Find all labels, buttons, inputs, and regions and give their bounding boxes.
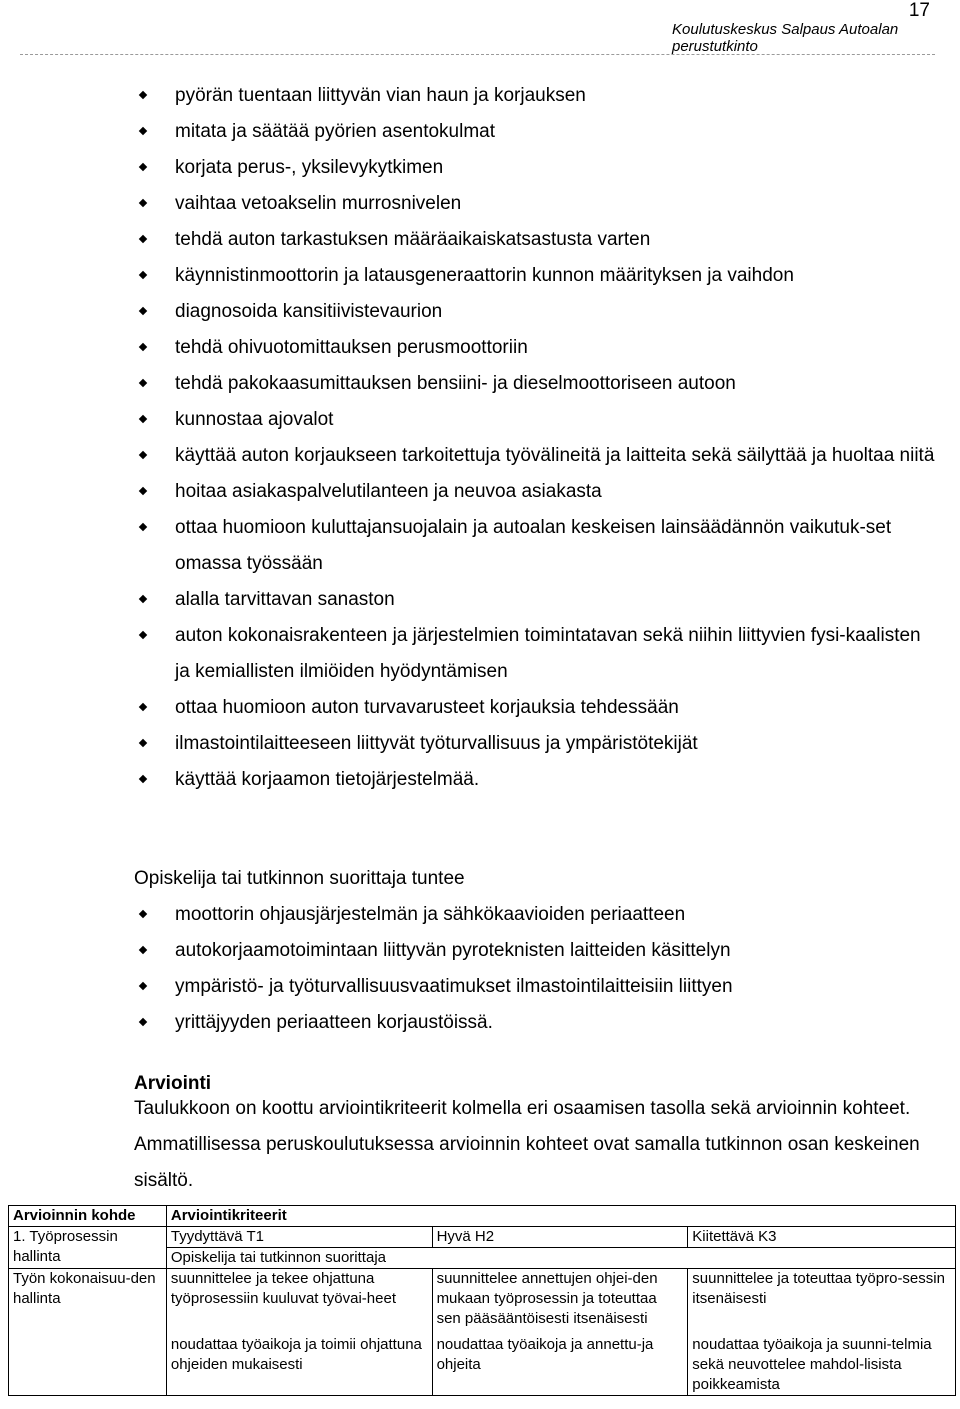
diamond-bullet-icon xyxy=(139,307,147,315)
list-item: ilmastointilaitteeseen liittyvät työturvallisuus ja ympäristötekijät xyxy=(0,726,960,762)
table-cell-label: 1. Työprosessin hallinta xyxy=(9,1227,167,1269)
list-item: kunnostaa ajovalot xyxy=(0,402,960,438)
list-item: mitata ja säätää pyörien asentokulmat xyxy=(0,114,960,150)
assessment-paragraph: Taulukkoon on koottu arviointikriteerit kolmella eri osaamisen tasolla sekä arvioinnin kohteet. Ammatillisessa peruskoulutuksessa arvioinnin kohteet ovat samalla tutkinnon osan keskeinen sisältö. xyxy=(134,1098,920,1191)
knowledge-list xyxy=(0,897,960,1041)
criteria-cell: noudattaa työaikoja ja suunni-telmia sekä neuvottelee mahdol-lisista poikkeamista xyxy=(688,1329,956,1396)
table-row xyxy=(9,1227,956,1248)
page-number: 17 xyxy=(908,0,930,21)
level-cell: Kiitettävä K3 xyxy=(688,1227,956,1248)
list-item: korjata perus-, yksilevykytkimen xyxy=(0,150,960,186)
list-item: ympäristö- ja työturvallisuusvaatimukset ilmastointilaitteisiin liittyen xyxy=(0,969,960,1005)
header-divider xyxy=(20,54,935,55)
list-item: käyttää auton korjaukseen tarkoitettuja työvälineitä ja laitteita sekä säilyttää ja huoltaa niitä xyxy=(0,438,960,474)
criteria-cell: suunnittelee ja tekee ohjattuna työprosessiin kuuluvat työvai-heet xyxy=(166,1269,432,1330)
table-row xyxy=(9,1269,956,1330)
diamond-bullet-icon xyxy=(139,1018,147,1026)
diamond-bullet-icon xyxy=(139,451,147,459)
header-cell-subject: Arvioinnin kohde xyxy=(9,1206,167,1227)
diamond-bullet-icon xyxy=(139,487,147,495)
criteria-cell: noudattaa työaikoja ja annettu-ja ohjeita xyxy=(432,1329,688,1396)
list-item: alalla tarvittavan sanaston xyxy=(0,582,960,618)
list-item: autokorjaamotoimintaan liittyvän pyroteknisten laitteiden käsittelyn xyxy=(0,933,960,969)
level-cell: Tyydyttävä T1 xyxy=(166,1227,432,1248)
diamond-bullet-icon xyxy=(139,946,147,954)
diamond-bullet-icon xyxy=(139,631,147,639)
running-header: Koulutuskeskus Salpaus Autoalan perustutkinto xyxy=(672,21,899,55)
diamond-bullet-icon xyxy=(139,127,147,135)
empty-cell xyxy=(432,1248,688,1269)
diamond-bullet-icon xyxy=(139,343,147,351)
list-item: yrittäjyyden periaatteen korjaustöissä. xyxy=(0,1005,960,1041)
diamond-bullet-icon xyxy=(139,595,147,603)
diamond-bullet-icon xyxy=(139,91,147,99)
list-item: ottaa huomioon kuluttajansuojalain ja autoalan keskeisen lainsäädännön vaikutuk-set omassa työssään xyxy=(0,510,960,582)
diamond-bullet-icon xyxy=(139,739,147,747)
diamond-bullet-icon xyxy=(139,982,147,990)
diamond-bullet-icon xyxy=(139,163,147,171)
diamond-bullet-icon xyxy=(139,415,147,423)
list-item: pyörän tuentaan liittyvän vian haun ja korjauksen xyxy=(0,78,960,114)
empty-cell xyxy=(688,1248,956,1269)
list-item: käynnistinmoottorin ja latausgeneraattorin kunnon määrityksen ja vaihdon xyxy=(0,258,960,294)
criteria-cell: suunnittelee ja toteuttaa työpro-sessin itsenäisesti xyxy=(688,1269,956,1330)
list-item: tehdä pakokaasumittauksen bensiini- ja dieselmoottoriseen autoon xyxy=(0,366,960,402)
subject-line-cell: Opiskelija tai tutkinnon suorittaja xyxy=(166,1248,432,1269)
assessment-heading: Arviointi xyxy=(134,1073,212,1094)
diamond-bullet-icon xyxy=(139,775,147,783)
header-cell-criteria: Arviointikriteerit xyxy=(166,1206,955,1227)
list-item: moottorin ohjausjärjestelmän ja sähkökaavioiden periaatteen xyxy=(0,897,960,933)
list-item: vaihtaa vetoakselin murrosnivelen xyxy=(0,186,960,222)
diamond-bullet-icon xyxy=(139,910,147,918)
diamond-bullet-icon xyxy=(139,703,147,711)
table-cell-label: Työn kokonaisuu-den hallinta xyxy=(9,1269,167,1396)
diamond-bullet-icon xyxy=(139,271,147,279)
list-item: ottaa huomioon auton turvavarusteet korjauksia tehdessään xyxy=(0,690,960,726)
knowledge-lead: Opiskelija tai tutkinnon suorittaja tuntee xyxy=(134,868,465,889)
diamond-bullet-icon xyxy=(139,379,147,387)
list-item: hoitaa asiakaspalvelutilanteen ja neuvoa asiakasta xyxy=(0,474,960,510)
diamond-bullet-icon xyxy=(139,523,147,531)
assessment-table xyxy=(8,1205,956,1396)
criteria-cell: noudattaa työaikoja ja toimii ohjattuna ohjeiden mukaisesti xyxy=(166,1329,432,1396)
list-item: tehdä ohivuotomittauksen perusmoottoriin xyxy=(0,330,960,366)
criteria-cell: suunnittelee annettujen ohjei-den mukaan työprosessin ja toteuttaa sen pääsääntöisesti itsenäisesti xyxy=(432,1269,688,1330)
list-item: diagnosoida kansitiivistevaurion xyxy=(0,294,960,330)
table-header-row xyxy=(9,1206,956,1227)
list-item: tehdä auton tarkastuksen määräaikaiskatsastusta varten xyxy=(0,222,960,258)
diamond-bullet-icon xyxy=(139,235,147,243)
level-cell: Hyvä H2 xyxy=(432,1227,688,1248)
list-item: auton kokonaisrakenteen ja järjestelmien toimintatavan sekä niihin liittyvien fysi-kaalisten ja kemiallisten ilmiöiden hyödyntämisen xyxy=(0,618,960,690)
skills-list xyxy=(0,78,960,798)
diamond-bullet-icon xyxy=(139,199,147,207)
list-item: käyttää korjaamon tietojärjestelmää. xyxy=(0,762,960,798)
